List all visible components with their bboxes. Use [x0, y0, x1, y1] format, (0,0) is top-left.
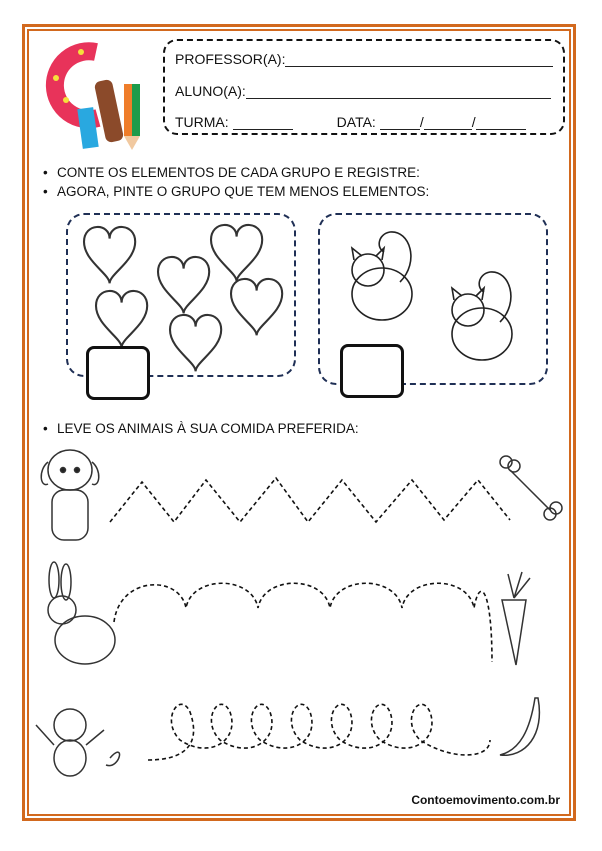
cats-group-drawing	[340, 222, 530, 362]
class-field[interactable]	[175, 114, 526, 130]
footer-site: Contoemovimento.com.br	[411, 793, 560, 807]
tracing-exercise	[30, 440, 570, 780]
instruction-count: • CONTE OS ELEMENTOS DE CADA GRUPO E REGISTRE:	[57, 165, 420, 180]
student-label: ALUNO(A):	[175, 83, 246, 99]
dog-icon	[41, 450, 99, 540]
date-sep: /	[419, 114, 424, 130]
student-field[interactable]	[175, 83, 551, 99]
heart-icon	[96, 291, 147, 347]
heart-icon	[231, 279, 282, 335]
instruction-paint: • AGORA, PINTE O GRUPO QUE TEM MENOS ELEMENTOS:	[57, 184, 429, 199]
instruction-trace: • LEVE OS ANIMAIS À SUA COMIDA PREFERIDA:	[57, 421, 359, 436]
answer-box-hearts[interactable]	[86, 346, 150, 400]
heart-icon	[158, 257, 209, 313]
arches-path	[114, 583, 492, 662]
cat-icon	[352, 232, 412, 320]
student-info-box	[163, 39, 565, 135]
class-label: TURMA:	[175, 114, 229, 130]
teacher-label: PROFESSOR(A):	[175, 51, 286, 67]
logo	[36, 38, 148, 150]
cat-icon	[452, 272, 512, 360]
rabbit-icon	[48, 562, 115, 664]
teacher-field[interactable]	[175, 51, 553, 67]
banana-icon	[500, 698, 539, 755]
zigzag-path	[110, 478, 510, 522]
heart-icon	[170, 315, 221, 371]
date-sep: /	[471, 114, 476, 130]
answer-box-cats[interactable]	[340, 344, 404, 398]
bone-icon	[500, 456, 562, 520]
carrot-icon	[502, 572, 530, 665]
heart-icon	[84, 227, 135, 283]
monkey-icon	[36, 709, 120, 776]
heart-icon	[211, 225, 262, 281]
date-label: DATA:	[336, 114, 376, 130]
loops-path	[148, 704, 490, 760]
